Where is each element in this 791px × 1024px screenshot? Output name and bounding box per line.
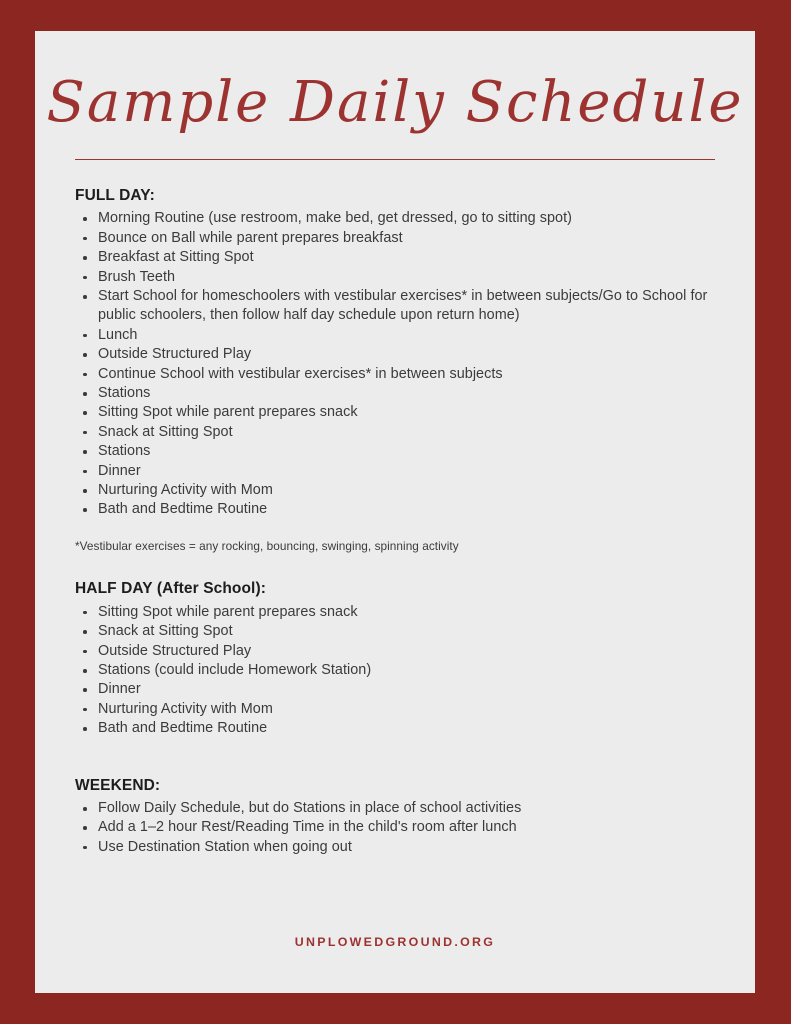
list-half-day [75,603,720,739]
spacer [75,554,720,579]
list-item: Follow Daily Schedule, but do Stations in place of school activities [75,799,720,818]
list-item: Outside Structured Play [75,642,720,661]
list-item: Breakfast at Sitting Spot [75,248,720,267]
list-item: Nurturing Activity with Mom [75,481,720,500]
list-item: Stations [75,442,720,461]
list-item: Bath and Bedtime Routine [75,500,720,519]
list-item: Stations (could include Homework Station) [75,661,720,680]
list-item: Outside Structured Play [75,345,720,364]
list-item: Lunch [75,326,720,345]
section-heading-weekend: WEEKEND: [75,776,161,794]
list-item: Continue School with vestibular exercises* in between subjects [75,365,720,384]
list-full-day [75,209,720,520]
list-item: Bath and Bedtime Routine [75,719,720,738]
section-weekend [75,776,720,858]
section-half-day [75,579,720,738]
document-panel [35,31,755,993]
list-item: Stations [75,384,720,403]
list-item: Brush Teeth [75,268,720,287]
list-item: Snack at Sitting Spot [75,622,720,641]
page-title: Sample Daily Schedule [46,70,744,135]
list-item: Nurturing Activity with Mom [75,700,720,719]
site-footer: UNPLOWEDGROUND.ORG [294,935,496,949]
section-full-day [75,186,720,520]
list-item: Start School for homeschoolers with vestibular exercises* in between subjects/Go to School for public schoolers, then follow half day schedule upon return home) [75,287,720,326]
section-heading-full-day: FULL DAY: [75,187,155,204]
list-item: Sitting Spot while parent prepares snack [75,403,720,422]
section-heading-half-day: HALF DAY (After School): [75,580,266,598]
spacer [75,739,720,776]
list-item: Bounce on Ball while parent prepares breakfast [75,229,720,248]
title-divider [75,159,715,160]
list-item: Add a 1–2 hour Rest/Reading Time in the child's room after lunch [75,818,720,837]
list-weekend [75,799,720,857]
spacer [75,520,720,538]
list-item: Sitting Spot while parent prepares snack [75,603,720,622]
list-item: Use Destination Station when going out [75,838,720,857]
list-item: Snack at Sitting Spot [75,423,720,442]
list-item: Morning Routine (use restroom, make bed, get dressed, go to sitting spot) [75,209,720,228]
vestibular-footnote: *Vestibular exercises = any rocking, bouncing, swinging, spinning activity [75,538,459,553]
schedule-content [75,186,720,857]
list-item: Dinner [75,680,720,699]
list-item: Dinner [75,462,720,481]
